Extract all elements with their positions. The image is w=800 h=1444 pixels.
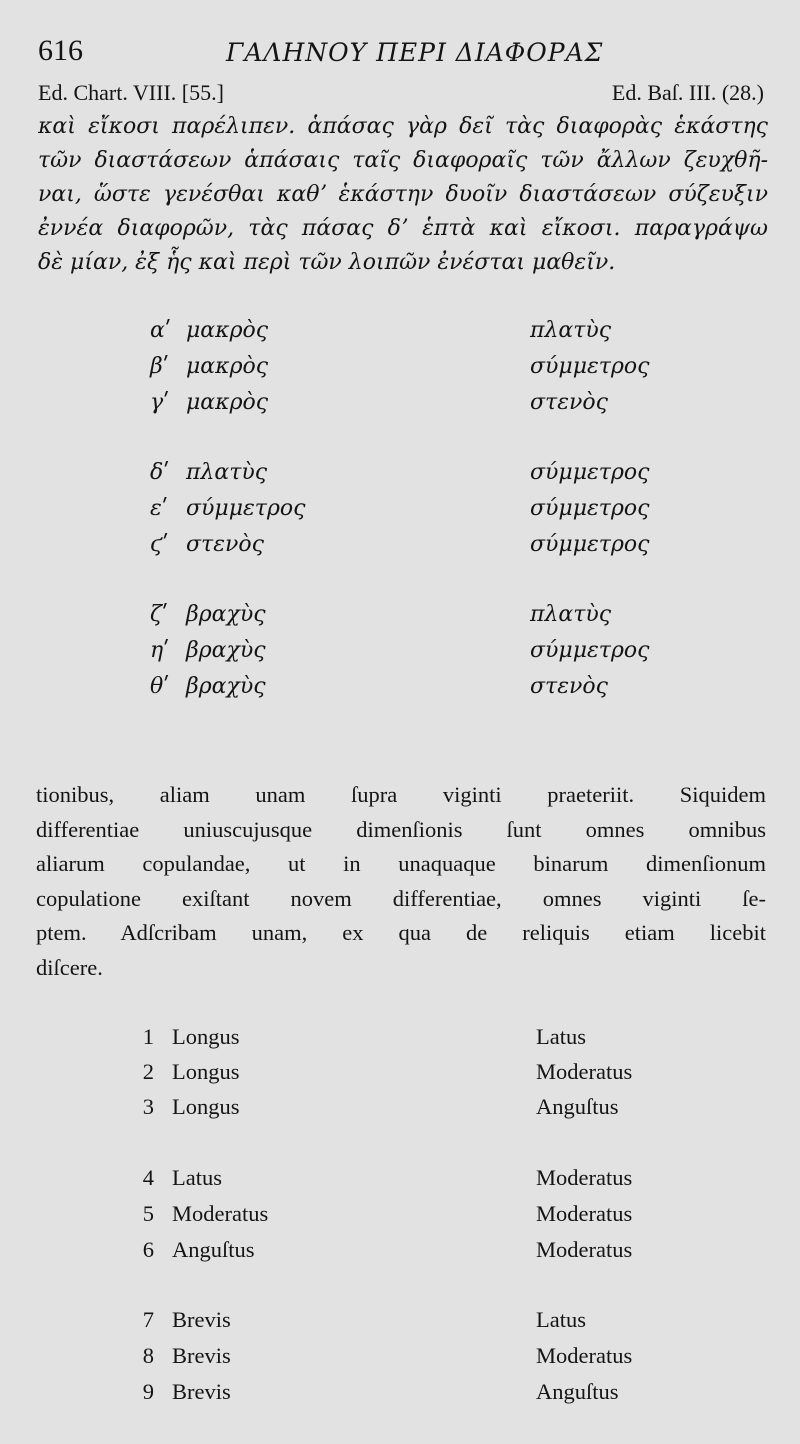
- row-number: 7: [142, 1307, 154, 1332]
- greek-line: καὶ εἴκοσι παρέλιπεν. ἁπάσας γὰρ δεῖ τὰς διαφορὰς ἑκάστης: [38, 114, 768, 139]
- first-dimension: Brevis: [172, 1343, 231, 1368]
- second-dimension: Latus: [536, 1307, 586, 1332]
- second-dimension: σύμμετρος: [530, 532, 650, 557]
- greek-line: ἐννέα διαφορῶν, τὰς πάσας δʼ ἑπτὰ καὶ εἴκοσι. παραγράψω: [38, 216, 768, 241]
- row-number: 1: [142, 1024, 154, 1049]
- latin-line: aliarum copulandae, ut in unaquaque binarum dimenſionum: [36, 851, 766, 876]
- row-number: ζʹ: [150, 602, 169, 627]
- table-row: [0, 638, 800, 672]
- table-row: [0, 1059, 800, 1093]
- edition-chart: Ed. Chart. VIII. [55.]: [38, 80, 224, 105]
- latin-line: copulatione exiſtant novem differentiae, omnes viginti ſe-: [36, 885, 766, 911]
- second-dimension: στενὸς: [530, 674, 608, 699]
- first-dimension: βραχὺς: [186, 674, 266, 699]
- first-dimension: Longus: [172, 1094, 240, 1119]
- second-dimension: Moderatus: [536, 1165, 633, 1190]
- greek-line: τῶν διαστάσεων ἁπάσαις ταῖς διαφοραῖς τῶν ἄλλων ζευχθῆ-: [38, 148, 768, 173]
- row-number: θʹ: [150, 674, 170, 699]
- latin-paragraph: [36, 778, 766, 985]
- second-dimension: στενὸς: [530, 390, 608, 415]
- table-row: [0, 496, 800, 530]
- table-row: [0, 1201, 800, 1235]
- first-dimension: Brevis: [172, 1307, 231, 1332]
- second-dimension: Moderatus: [536, 1237, 633, 1262]
- first-dimension: πλατὺς: [186, 460, 268, 485]
- table-row: [0, 1343, 800, 1377]
- table-row: [0, 1307, 800, 1341]
- first-dimension: στενὸς: [186, 532, 264, 557]
- row-number: 2: [142, 1059, 154, 1084]
- running-title: ΓΑΛΗΝΟΥ ΠΕΡΙ ΔΙΑΦΟΡΑΣ: [226, 38, 604, 67]
- table-row: [0, 460, 800, 494]
- greek-paragraph: [38, 110, 768, 280]
- second-dimension: Moderatus: [536, 1343, 633, 1368]
- second-dimension: Anguſtus: [536, 1094, 619, 1119]
- row-number: 8: [142, 1343, 154, 1368]
- row-number: 5: [142, 1201, 154, 1226]
- table-row: [0, 318, 800, 352]
- second-dimension: πλατὺς: [530, 318, 612, 343]
- second-dimension: Moderatus: [536, 1059, 633, 1084]
- page-number: 616: [38, 34, 83, 67]
- second-dimension: σύμμετρος: [530, 638, 650, 663]
- table-row: [0, 1237, 800, 1271]
- first-dimension: Latus: [172, 1165, 222, 1190]
- first-dimension: μακρὸς: [186, 318, 269, 343]
- row-number: ϛʹ: [150, 532, 169, 557]
- row-number: ηʹ: [150, 638, 170, 663]
- row-number: γʹ: [150, 390, 170, 415]
- row-number: δʹ: [150, 460, 170, 485]
- row-number: 9: [142, 1379, 154, 1404]
- row-number: 6: [142, 1237, 154, 1262]
- table-row: [0, 1165, 800, 1199]
- row-number: εʹ: [150, 496, 168, 521]
- first-dimension: σύμμετρος: [186, 496, 306, 521]
- latin-line: tionibus, aliam unam ſupra viginti praeteriit. Siquidem: [36, 782, 766, 807]
- second-dimension: πλατὺς: [530, 602, 612, 627]
- latin-line: ptem. Adſcribam unam, ex qua de reliquis etiam licebit: [36, 920, 766, 945]
- first-dimension: μακρὸς: [186, 390, 269, 415]
- table-row: [0, 1024, 800, 1058]
- second-dimension: σύμμετρος: [530, 354, 650, 379]
- first-dimension: Anguſtus: [172, 1237, 255, 1262]
- first-dimension: Longus: [172, 1059, 240, 1084]
- second-dimension: Moderatus: [536, 1201, 633, 1226]
- row-number: βʹ: [150, 354, 169, 379]
- greek-line: ναι, ὥστε γενέσθαι καθʼ ἑκάστην δυοῖν διαστάσεων σύζευξιν: [38, 182, 768, 207]
- first-dimension: βραχὺς: [186, 602, 266, 627]
- first-dimension: μακρὸς: [186, 354, 269, 379]
- table-row: [0, 674, 800, 708]
- table-row: [0, 354, 800, 388]
- second-dimension: Latus: [536, 1024, 586, 1049]
- latin-line: differentiae uniuscujusque dimenſionis ſunt omnes omnibus: [36, 816, 766, 842]
- table-row: [0, 1094, 800, 1128]
- first-dimension: βραχὺς: [186, 638, 266, 663]
- first-dimension: Brevis: [172, 1379, 231, 1404]
- row-number: 4: [142, 1165, 154, 1190]
- row-number: αʹ: [150, 318, 171, 343]
- edition-references: [38, 80, 764, 110]
- second-dimension: σύμμετρος: [530, 460, 650, 485]
- latin-line: diſcere.: [36, 954, 103, 980]
- table-row: [0, 602, 800, 636]
- table-row: [0, 390, 800, 424]
- table-row: [0, 532, 800, 566]
- first-dimension: Longus: [172, 1024, 240, 1049]
- table-row: [0, 1379, 800, 1413]
- page-header: [38, 34, 762, 74]
- row-number: 3: [142, 1094, 154, 1119]
- second-dimension: Anguſtus: [536, 1379, 619, 1404]
- edition-basel: Ed. Baſ. III. (28.): [611, 80, 764, 105]
- greek-line: δὲ μίαν, ἐξ ἧς καὶ περὶ τῶν λοιπῶν ἐνέσται μαθεῖν.: [38, 250, 616, 275]
- first-dimension: Moderatus: [172, 1201, 269, 1226]
- second-dimension: σύμμετρος: [530, 496, 650, 521]
